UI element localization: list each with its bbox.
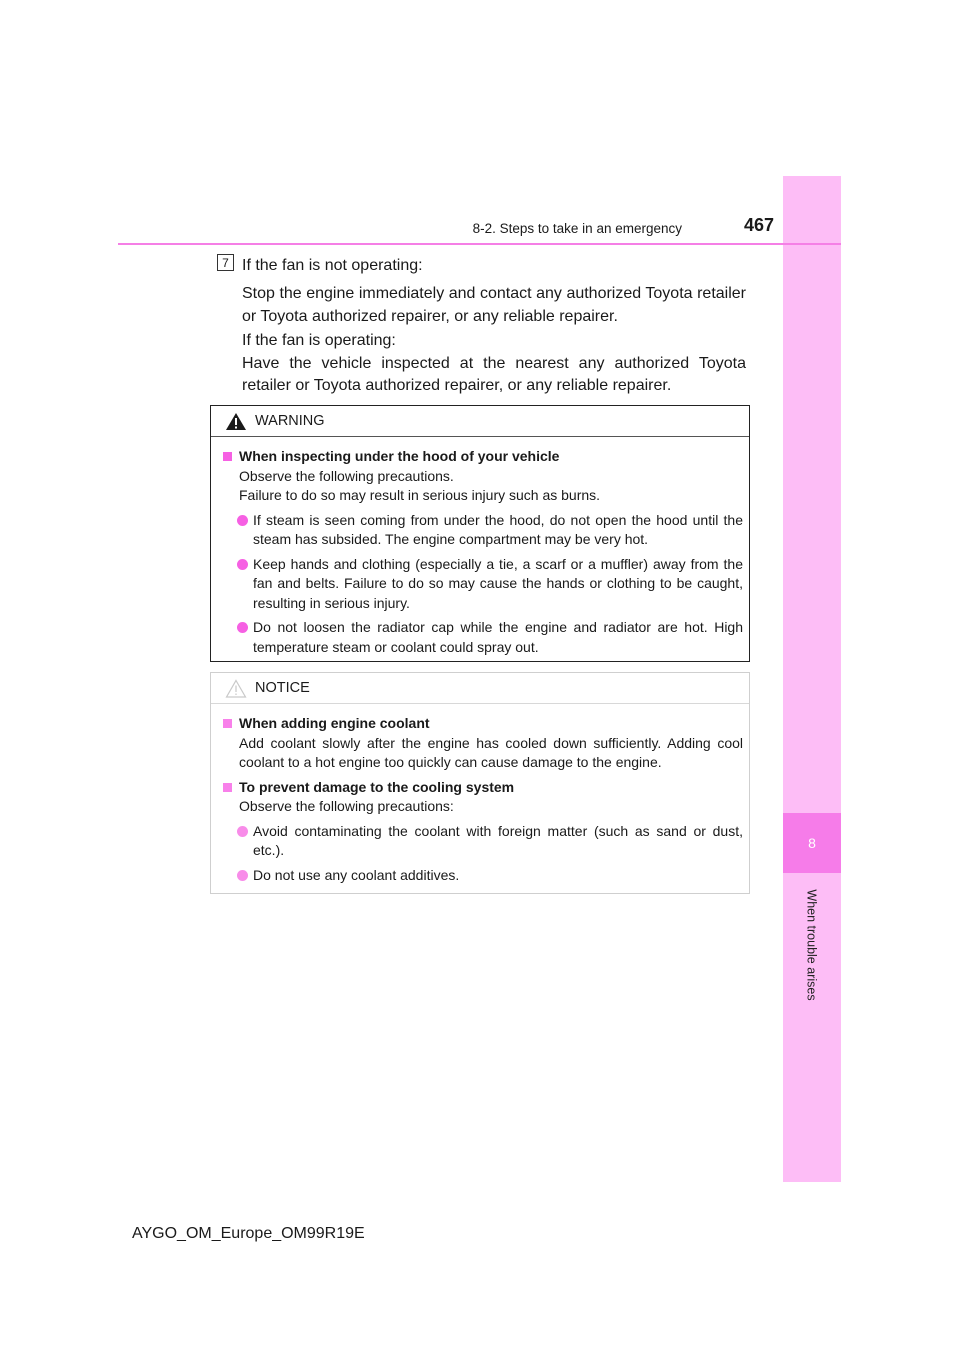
- chapter-title-vertical: [785, 880, 839, 1010]
- chapter-side-band: [783, 176, 841, 1182]
- notice-text: Observe the following precautions:: [239, 798, 454, 814]
- step-line-inspect-vehicle: Have the vehicle inspected at the nearest any authorized Toyota retailer or Toyota authorized repairer, or any reliable repairer.: [242, 354, 746, 394]
- topic-square-icon: [223, 452, 232, 461]
- step-number-badge: 7: [217, 254, 234, 271]
- warning-bullet-item: [221, 618, 743, 657]
- chapter-title-text: When trouble arises: [805, 889, 820, 1001]
- section-title: 8-2. Steps to take in an emergency: [472, 221, 682, 236]
- header-divider: [118, 243, 841, 245]
- warning-bullet-item: [221, 511, 743, 550]
- document-id: AYGO_OM_Europe_OM99R19E: [132, 1225, 365, 1242]
- warning-topic: [221, 447, 743, 467]
- warning-bullet-text: Keep hands and clothing (especially a tie, a scarf or a muffler) away from the fan and belts. Failure to do so may cause the hands or clothing to be caught, resulting in serious injury.: [253, 555, 743, 611]
- notice-bullet-item: [221, 866, 743, 886]
- bullet-dot-icon: [237, 559, 248, 570]
- warning-topic-text: When inspecting under the hood of your vehicle: [239, 448, 560, 464]
- chapter-number: 8: [808, 835, 816, 851]
- warning-bullet-text: Do not loosen the radiator cap while the engine and radiator are hot. High temperature steam or coolant could spray out.: [253, 619, 743, 655]
- page-number: 467: [743, 215, 774, 235]
- notice-body: [211, 704, 749, 885]
- notice-topic: [221, 714, 743, 734]
- notice-text: Add coolant slowly after the engine has cooled down sufficiently. Adding cool coolant to a hot engine too quickly can cause damage to the engine.: [239, 734, 743, 770]
- warning-header: [211, 406, 749, 437]
- warning-intro-line2: Failure to do so may result in serious injury such as burns.: [239, 487, 601, 503]
- notice-topic-text: To prevent damage to the cooling system: [239, 778, 515, 795]
- topic-square-icon: [223, 783, 232, 792]
- warning-bullet-text: If steam is seen coming from under the hood, do not open the hood until the steam has subsided. The engine compartment may be very hot.: [253, 511, 743, 547]
- notice-title: NOTICE: [255, 680, 310, 696]
- bullet-dot-icon: [237, 870, 248, 881]
- warning-intro: [221, 467, 743, 506]
- step-line-stop-engine: Stop the engine immediately and contact any authorized Toyota retailer or Toyota authorized repairer, or any reliable repairer.: [242, 285, 746, 325]
- chapter-number-tab: [783, 813, 841, 873]
- notice-triangle-icon: [225, 679, 247, 698]
- warning-box: [210, 405, 750, 662]
- step-text-stop-engine: [242, 280, 746, 328]
- step-line-fan-not-operating: If the fan is not operating:: [242, 257, 423, 274]
- warning-intro-line1: Observe the following precautions.: [239, 467, 454, 484]
- notice-bullet-text: Avoid contaminating the coolant with foreign matter (such as sand or dust, etc.).: [253, 822, 743, 858]
- notice-topic-text: When adding engine coolant: [239, 715, 430, 731]
- notice-header: [211, 673, 749, 704]
- bullet-dot-icon: [237, 515, 248, 526]
- step-line-fan-operating: If the fan is operating:: [242, 332, 396, 349]
- warning-bullet-item: [221, 555, 743, 614]
- notice-topic: [221, 778, 743, 798]
- notice-bullet-item: [221, 822, 743, 861]
- topic-square-icon: [223, 719, 232, 728]
- warning-triangle-icon: [225, 412, 247, 431]
- step-text-fan-operating: [242, 330, 746, 398]
- bullet-dot-icon: [237, 622, 248, 633]
- notice-bullet-text: Do not use any coolant additives.: [253, 866, 460, 883]
- notice-box: [210, 672, 750, 894]
- bullet-dot-icon: [237, 826, 248, 837]
- warning-title: WARNING: [255, 413, 325, 429]
- warning-body: [211, 437, 749, 657]
